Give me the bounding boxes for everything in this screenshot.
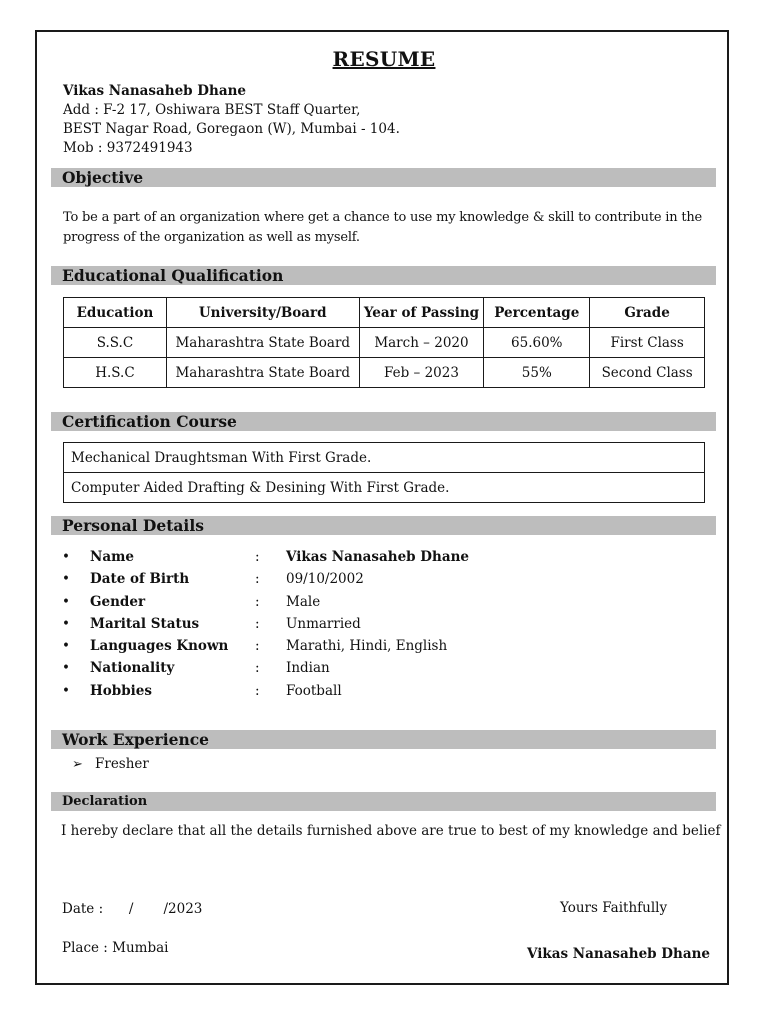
bullet-icon: • <box>62 615 70 632</box>
objective-line-2: progress of the organization as well as myself. <box>63 230 360 245</box>
bullet-icon: • <box>62 593 70 610</box>
closing-text: Yours Faithfully <box>560 900 668 916</box>
certification-item: Computer Aided Drafting & Desining With First Grade. <box>64 473 705 503</box>
detail-label: Gender <box>90 593 146 610</box>
objective-line-1: To be a part of an organization where get a chance to use my knowledge & skill to contribute in the <box>63 210 703 225</box>
resume-title: RESUME <box>332 47 436 71</box>
certification-item: Mechanical Draughtsman With First Grade. <box>64 443 705 473</box>
arrow-bullet-icon: ➢ <box>72 757 83 772</box>
col-grade: Grade <box>590 298 705 328</box>
work-experience-value: Fresher <box>95 756 149 772</box>
date-line: Date : / /2023 <box>62 901 203 917</box>
section-certification: Certification Course <box>51 412 716 431</box>
education-header-row <box>64 298 705 328</box>
detail-value: Male <box>286 593 321 610</box>
table-row <box>64 473 705 503</box>
bullet-icon: • <box>62 571 70 588</box>
cell-year: March – 2020 <box>359 328 484 358</box>
signature-name: Vikas Nanasaheb Dhane <box>527 946 710 962</box>
bullet-icon: • <box>62 682 70 699</box>
detail-label: Name <box>90 549 134 565</box>
objective-text <box>63 208 703 248</box>
detail-label: Date of Birth <box>90 571 190 588</box>
detail-separator: : <box>255 638 260 655</box>
cell-grade: Second Class <box>590 358 705 388</box>
section-objective: Objective <box>51 168 716 187</box>
detail-separator: : <box>255 682 260 699</box>
contact-header <box>63 82 400 158</box>
detail-separator: : <box>255 660 260 677</box>
cell-education: S.S.C <box>64 328 167 358</box>
cell-grade: First Class <box>590 328 705 358</box>
detail-separator: : <box>255 593 260 610</box>
cell-university: Maharashtra State Board <box>166 328 359 358</box>
cell-percentage: 55% <box>484 358 590 388</box>
cell-year: Feb – 2023 <box>359 358 484 388</box>
detail-value: Unmarried <box>286 615 361 632</box>
mobile-number: Mob : 9372491943 <box>63 140 193 156</box>
detail-label: Nationality <box>90 660 175 677</box>
detail-value: Marathi, Hindi, English <box>286 638 448 655</box>
bullet-icon: • <box>62 549 70 565</box>
col-percentage: Percentage <box>484 298 590 328</box>
certification-table <box>63 442 705 503</box>
work-experience-item <box>72 755 149 774</box>
cell-percentage: 65.60% <box>484 328 590 358</box>
col-year: Year of Passing <box>359 298 484 328</box>
table-row <box>64 443 705 473</box>
detail-label: Marital Status <box>90 615 200 632</box>
detail-value: Vikas Nanasaheb Dhane <box>286 549 469 565</box>
table-row <box>64 358 705 388</box>
section-education: Educational Qualification <box>51 266 716 285</box>
detail-separator: : <box>255 615 260 632</box>
place-line: Place : Mumbai <box>62 940 169 956</box>
detail-value: Football <box>286 682 342 699</box>
cell-education: H.S.C <box>64 358 167 388</box>
section-personal: Personal Details <box>51 516 716 535</box>
section-declaration: Declaration <box>51 792 716 811</box>
section-work: Work Experience <box>51 730 716 749</box>
address-line-1: Add : F-2 17, Oshiwara BEST Staff Quarter, <box>63 102 361 118</box>
table-row <box>64 328 705 358</box>
bullet-icon: • <box>62 660 70 677</box>
cell-university: Maharashtra State Board <box>166 358 359 388</box>
col-university: University/Board <box>166 298 359 328</box>
detail-separator: : <box>255 571 260 588</box>
candidate-name: Vikas Nanasaheb Dhane <box>63 83 246 99</box>
detail-label: Hobbies <box>90 682 152 699</box>
declaration-text: I hereby declare that all the details furnished above are true to best of my knowledge and belief <box>61 823 721 839</box>
col-education: Education <box>64 298 167 328</box>
education-table <box>63 297 705 388</box>
bullet-icon: • <box>62 638 70 655</box>
address-line-2: BEST Nagar Road, Goregaon (W), Mumbai - 104. <box>63 121 400 137</box>
detail-value: 09/10/2002 <box>286 571 364 588</box>
detail-value: Indian <box>286 660 330 677</box>
detail-label: Languages Known <box>90 638 229 655</box>
detail-separator: : <box>255 549 260 565</box>
